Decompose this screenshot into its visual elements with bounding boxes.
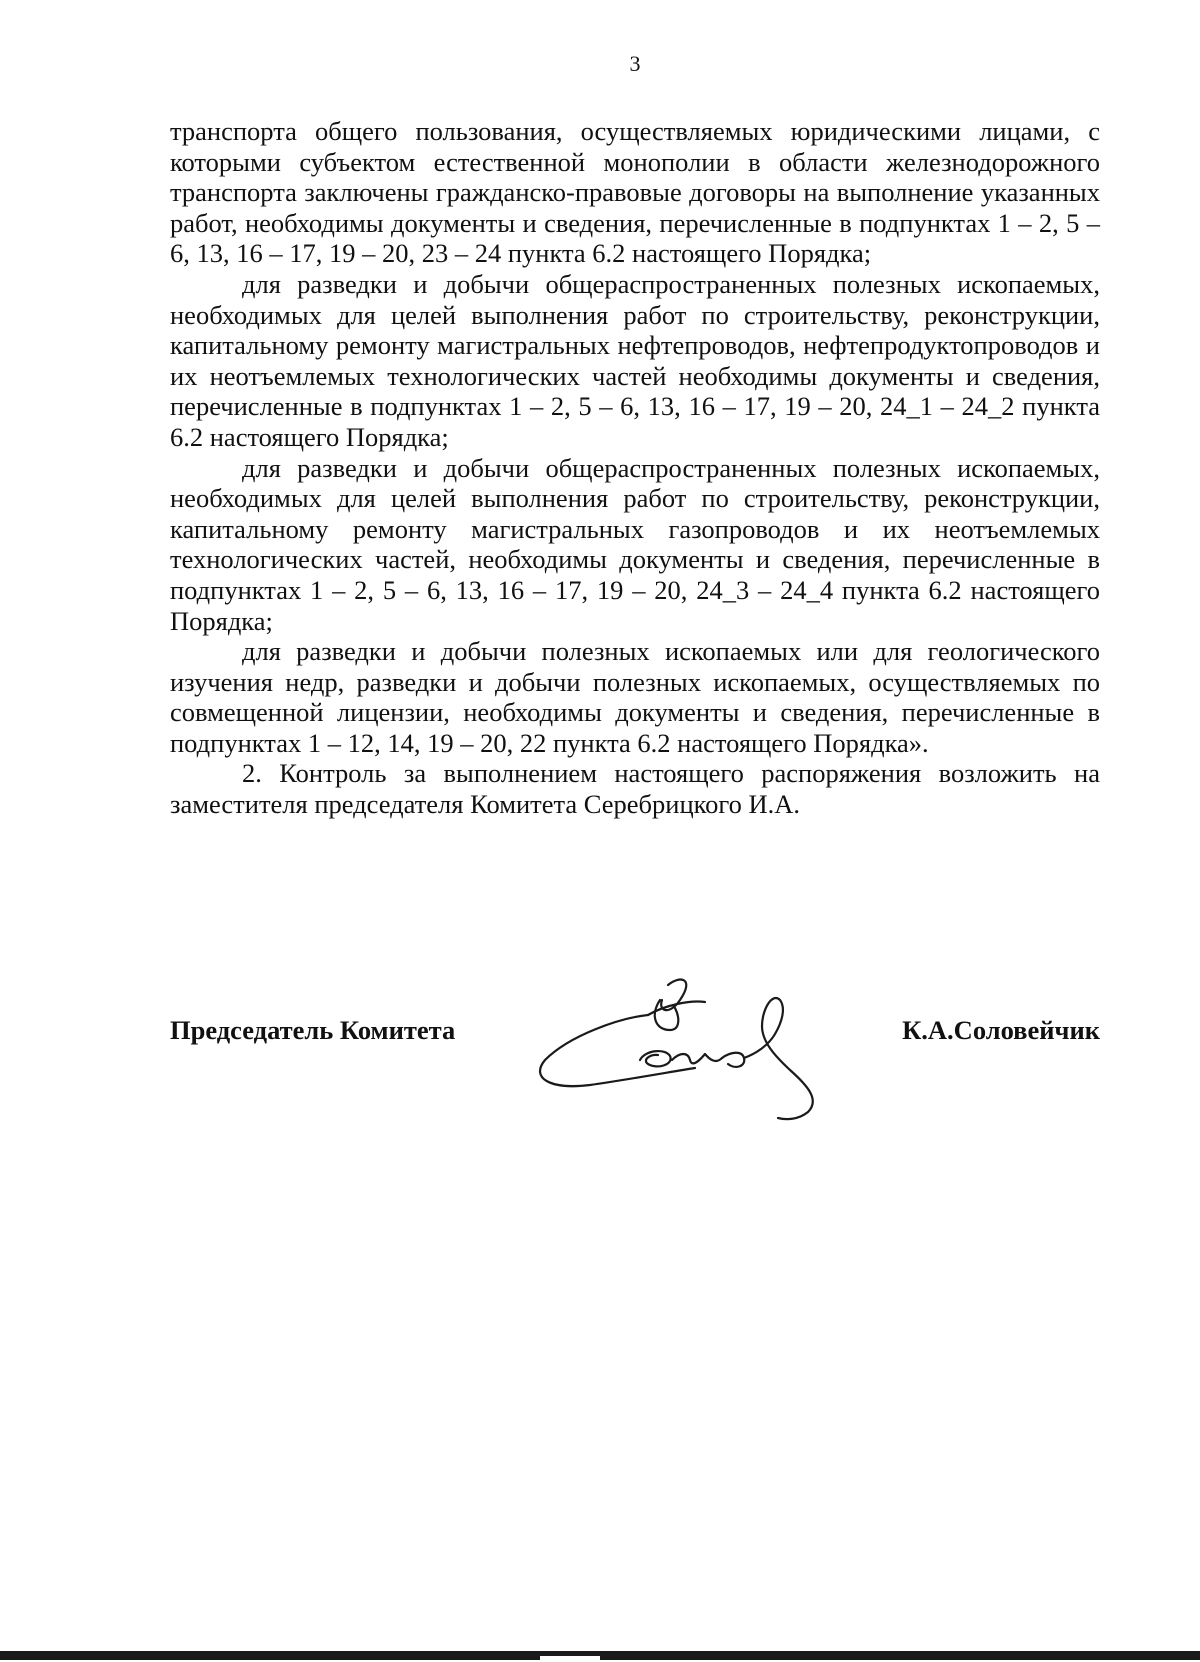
paragraph-control-clause: 2. Контроль за выполнением настоящего распоряжения возложить на заместителя председателя Комитета Серебрицкого И.А. (170, 758, 1100, 820)
paragraph-gas-pipelines: для разведки и добычи общераспространенных полезных ископаемых, необходимых для целей выполнения работ по строительству, реконструкции, капитальному ремонту магистральных газопроводов и их неотъемлемых технологических частей, необходимы документы и сведения, перечисленные в подпунктах 1 – 2, 5 – 6, 13, 16 – 17, 19 – 20, 24_3 – 24_4 пункта 6.2 настоящего Порядка; (170, 452, 1100, 636)
paragraph-combined-license: для разведки и добычи полезных ископаемых или для геологического изучения недр, разведки и добычи полезных ископаемых, осуществляемых по совмещенной лицензии, необходимы документы и сведения, перечисленные в подпунктах 1 – 12, 14, 19 – 20, 22 пункта 6.2 настоящего Порядка». (170, 636, 1100, 758)
scan-bottom-edge-gap (540, 1656, 600, 1660)
signatory-title: Председатель Комитета (170, 1015, 456, 1045)
paragraph-oil-pipelines: для разведки и добычи общераспространенных полезных ископаемых, необходимых для целей выполнения работ по строительству, реконструкции, капитальному ремонту магистральных нефтепроводов, нефтепродуктопроводов и их неотъемлемых технологических частей необходимы документы и сведения, перечисленные в подпунктах 1 – 2, 5 – 6, 13, 16 – 17, 19 – 20, 24_1 – 24_2 пункта 6.2 настоящего Порядка; (170, 268, 1100, 452)
scan-bottom-edge (0, 1651, 1200, 1660)
document-body (170, 116, 1100, 820)
handwritten-signature (530, 960, 830, 1125)
signatory-name: К.А.Соловейчик (902, 1015, 1100, 1045)
page-number: 3 (629, 51, 641, 76)
paragraph-transport-continuation: транспорта общего пользования, осуществляемых юридическими лицами, с которыми субъектом естественной монополии в области железнодорожного транспорта заключены гражданско-правовые договоры на выполнение указанных работ, необходимы документы и сведения, перечисленные в подпунктах 1 – 2, 5 – 6, 13, 16 – 17, 19 – 20, 23 – 24 пункта 6.2 настоящего Порядка; (170, 116, 1100, 269)
